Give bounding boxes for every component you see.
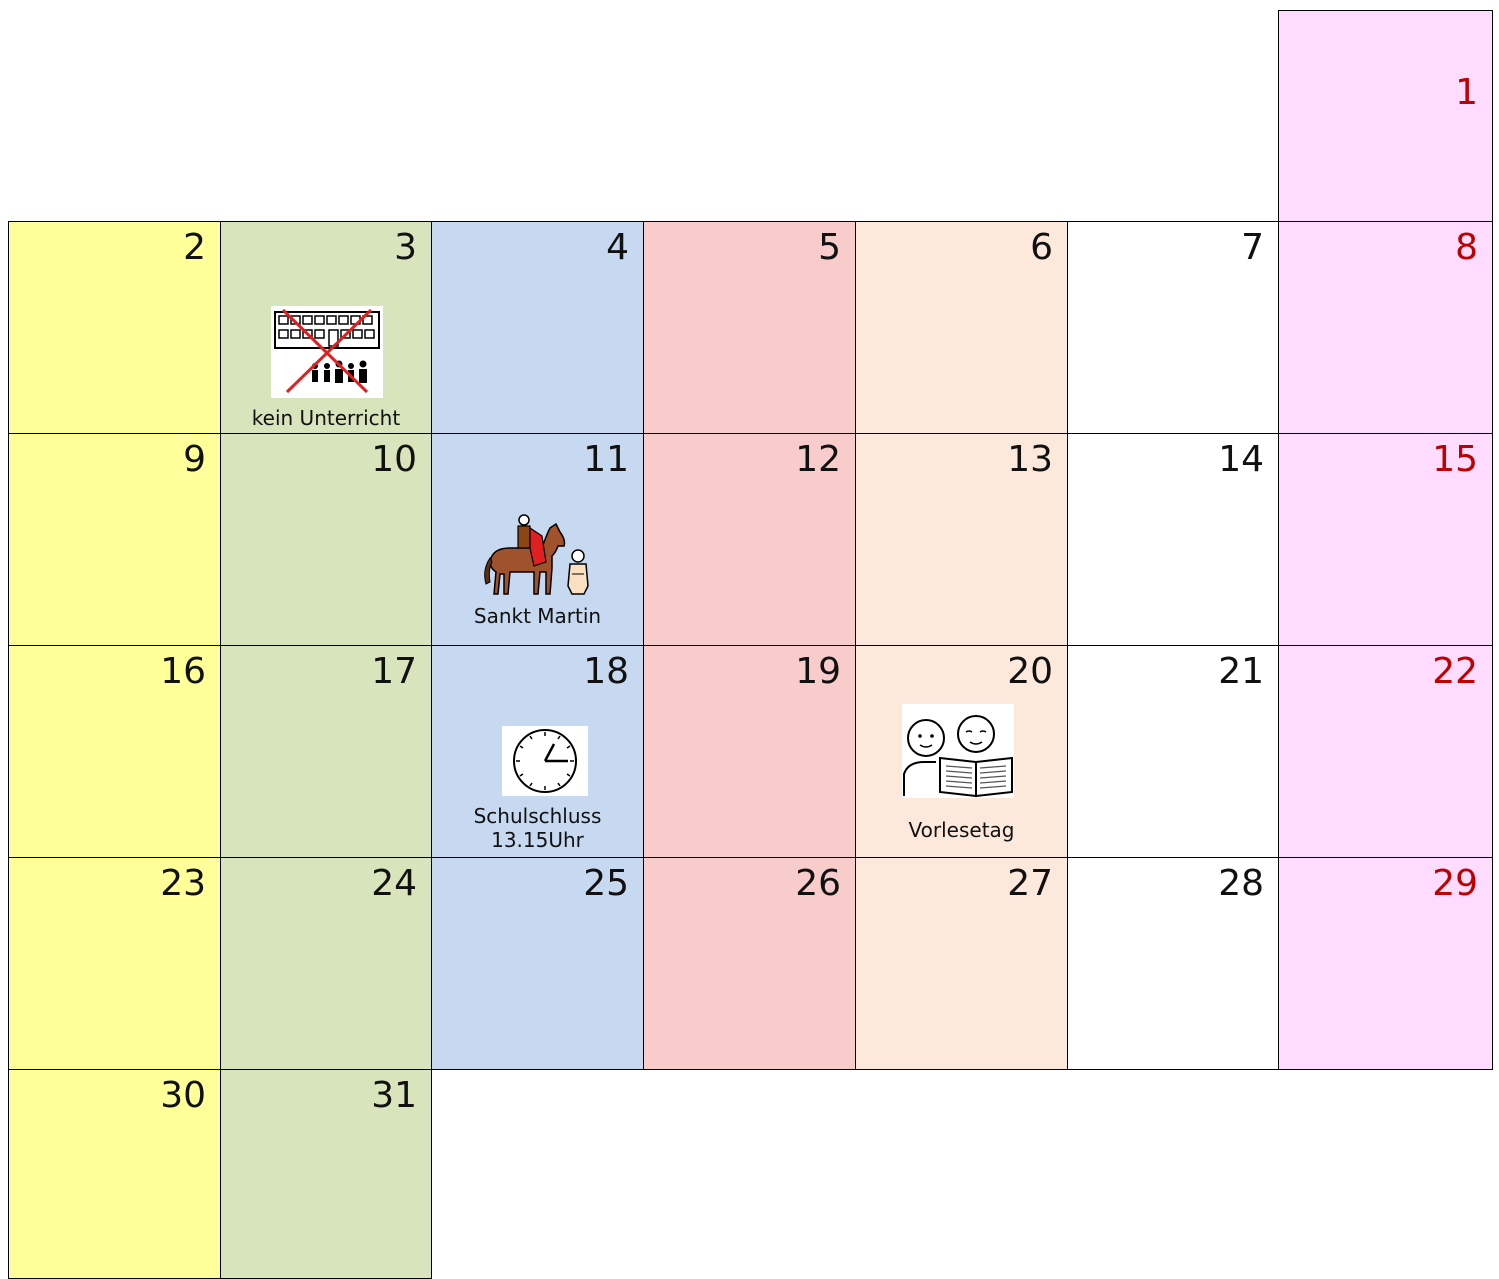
- day-number: 28: [1218, 863, 1264, 904]
- day-number: 11: [583, 439, 629, 480]
- day-cell-31[interactable]: [220, 1069, 432, 1279]
- day-cell-17[interactable]: [220, 645, 432, 858]
- day-cell-6[interactable]: [855, 221, 1068, 434]
- day-cell-9[interactable]: [8, 433, 221, 646]
- day-number: 5: [818, 227, 841, 268]
- day-cell-2[interactable]: [8, 221, 221, 434]
- day-number: 25: [583, 863, 629, 904]
- day-cell-29[interactable]: [1278, 857, 1493, 1070]
- event-label-saint-martin: Sankt Martin: [473, 604, 602, 628]
- day-number: 29: [1432, 863, 1478, 904]
- day-cell-27[interactable]: [855, 857, 1068, 1070]
- day-number: 4: [606, 227, 629, 268]
- day-cell-28[interactable]: [1067, 857, 1279, 1070]
- day-cell-7[interactable]: [1067, 221, 1279, 434]
- day-number: 8: [1455, 227, 1478, 268]
- day-cell-11[interactable]: [431, 433, 644, 646]
- day-number: 16: [160, 651, 206, 692]
- day-cell-21[interactable]: [1067, 645, 1279, 858]
- day-cell-10[interactable]: [220, 433, 432, 646]
- day-number: 7: [1241, 227, 1264, 268]
- event-label-reading-day: Vorlesetag: [908, 818, 1015, 842]
- day-number: 23: [160, 863, 206, 904]
- event-label-no-school: kein Unterricht: [251, 406, 401, 430]
- day-cell-15[interactable]: [1278, 433, 1493, 646]
- day-number: 3: [394, 227, 417, 268]
- day-number: 31: [371, 1075, 417, 1116]
- day-number: 26: [795, 863, 841, 904]
- day-cell-19[interactable]: [643, 645, 856, 858]
- day-number: 19: [795, 651, 841, 692]
- day-number: 20: [1007, 651, 1053, 692]
- day-number: 10: [371, 439, 417, 480]
- clock-icon: [502, 726, 588, 796]
- day-number: 18: [583, 651, 629, 692]
- day-cell-14[interactable]: [1067, 433, 1279, 646]
- day-cell-25[interactable]: [431, 857, 644, 1070]
- day-cell-23[interactable]: [8, 857, 221, 1070]
- day-number: 2: [183, 227, 206, 268]
- day-number: 12: [795, 439, 841, 480]
- day-cell-12[interactable]: [643, 433, 856, 646]
- day-number: 27: [1007, 863, 1053, 904]
- event-label-early-dismissal-line2: 13.15Uhr: [491, 828, 584, 852]
- no-school-icon: [271, 306, 383, 398]
- day-cell-3[interactable]: [220, 221, 432, 434]
- day-number: 17: [371, 651, 417, 692]
- day-cell-26[interactable]: [643, 857, 856, 1070]
- day-number: 14: [1218, 439, 1264, 480]
- day-number: 15: [1432, 439, 1478, 480]
- day-cell-24[interactable]: [220, 857, 432, 1070]
- day-number: 9: [183, 439, 206, 480]
- day-number: 30: [160, 1075, 206, 1116]
- day-number: 22: [1432, 651, 1478, 692]
- saint-martin-icon: [480, 512, 592, 606]
- day-cell-5[interactable]: [643, 221, 856, 434]
- day-number: 21: [1218, 651, 1264, 692]
- day-cell-1[interactable]: [1278, 10, 1493, 222]
- day-cell-18[interactable]: [431, 645, 644, 858]
- event-label-early-dismissal-line1: Schulschluss: [473, 804, 602, 828]
- day-cell-4[interactable]: [431, 221, 644, 434]
- day-number: 13: [1007, 439, 1053, 480]
- day-number: 24: [371, 863, 417, 904]
- day-cell-30[interactable]: [8, 1069, 221, 1279]
- day-number: 1: [1455, 72, 1478, 113]
- reading-icon: [902, 704, 1014, 798]
- day-cell-13[interactable]: [855, 433, 1068, 646]
- day-cell-20[interactable]: [855, 645, 1068, 858]
- day-number: 6: [1030, 227, 1053, 268]
- day-cell-22[interactable]: [1278, 645, 1493, 858]
- day-cell-8[interactable]: [1278, 221, 1493, 434]
- day-cell-16[interactable]: [8, 645, 221, 858]
